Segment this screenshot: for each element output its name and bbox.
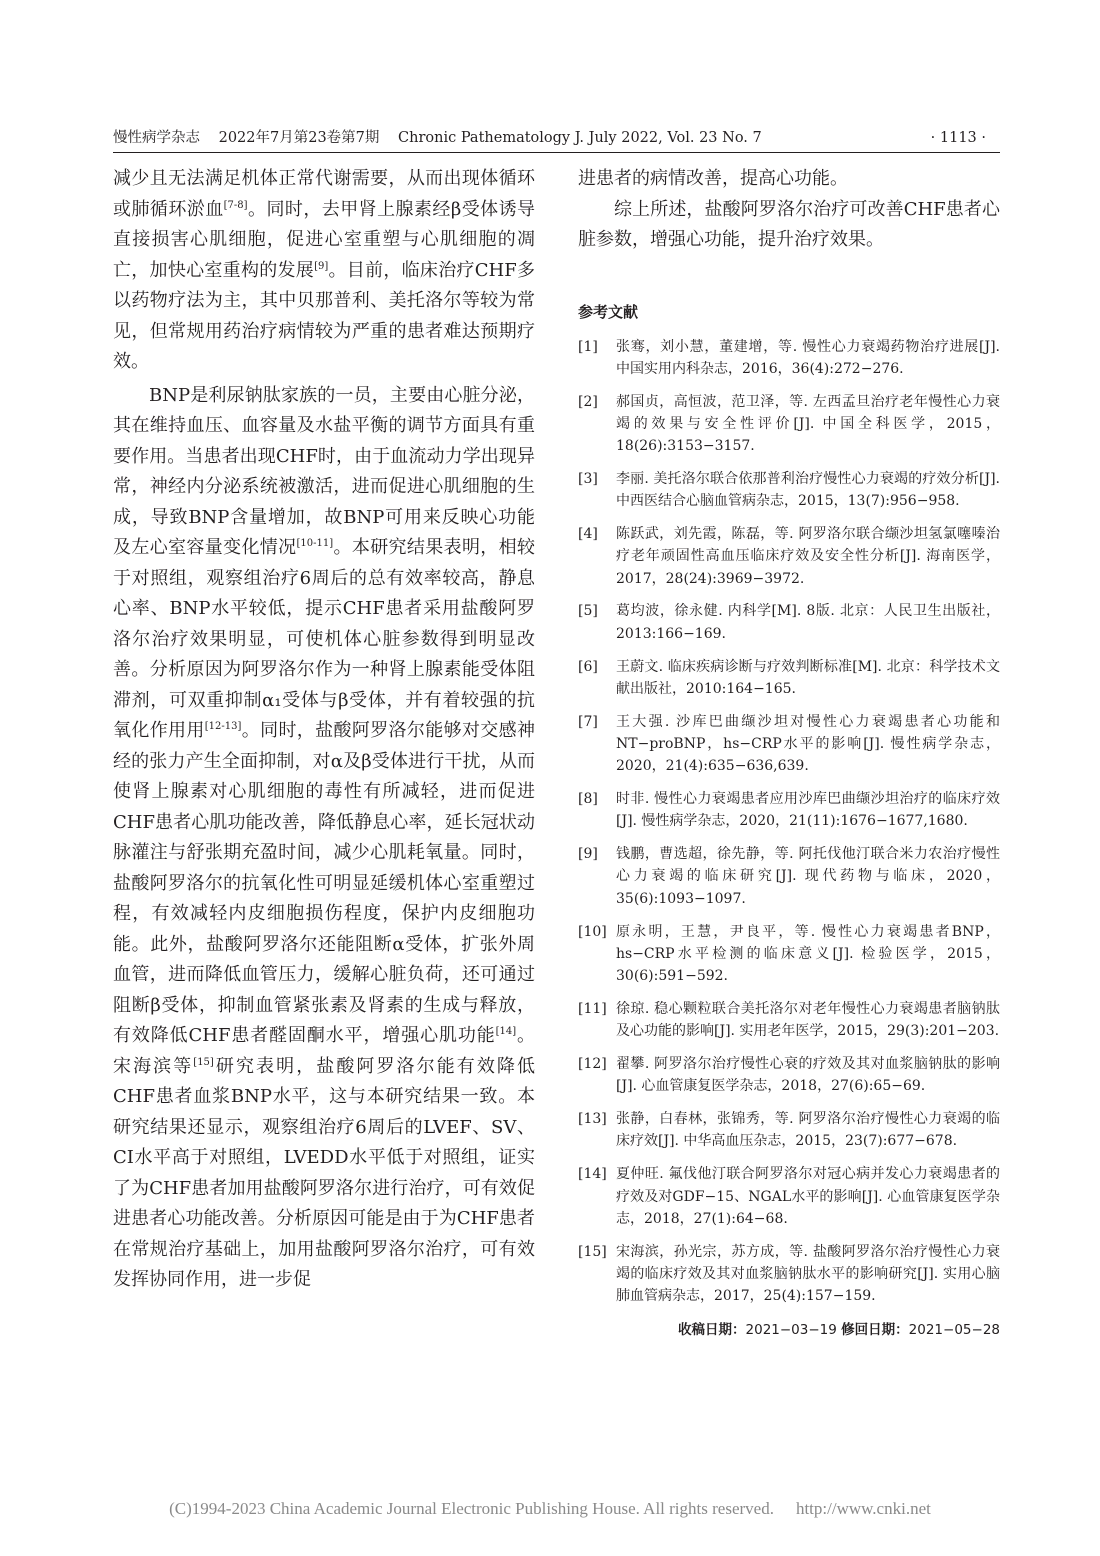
running-header bbox=[113, 124, 1000, 152]
page-number: · 1113 · bbox=[930, 130, 986, 146]
reference-item: [15] 宋海滨，孙光宗，苏方成，等. 盐酸阿罗洛尔治疗慢性心力衰竭的临床疗效及其对血浆脑钠肽水平的影响研究[J]. 实用心脑肺血管病杂志，2017，25(4):157−159. bbox=[578, 1243, 1000, 1305]
references-heading: 参考文献 bbox=[578, 302, 639, 321]
cnki-link[interactable]: http://www.cnki.net bbox=[795, 1499, 931, 1518]
reference-item: [2] 郝国贞，高恒波，范卫泽，等. 左西孟旦治疗老年慢性心力衰竭的效果与安全性评价[J]. 中国全科医学，2015，18(26):3153−3157. bbox=[578, 393, 1000, 455]
issue-cn: 2022年7月第23卷第7期 bbox=[218, 130, 380, 146]
received-revised-dates bbox=[578, 1318, 1000, 1338]
citation[interactable]: [10-11] bbox=[296, 538, 334, 549]
paragraph: 减少且无法满足机体正常代谢需要，从而出现体循环或肺循环淤血[7-8]。同时，去甲肾上腺素经β受体诱导直接损害心肌细胞，促进心室重塑与心肌细胞的凋亡，加快心室重构的发展[9]。目前，临床治疗CHF多以药物疗法为主，其中贝那普利、美托洛尔等较为常见，但常规用药治疗病情较为严重的患者难达预期疗效。 bbox=[113, 168, 536, 372]
reference-item: [1] 张骞，刘小慧，董建增，等. 慢性心力衰竭药物治疗进展[J]. 中国实用内科杂志，2016，36(4):272−276. bbox=[578, 338, 1000, 377]
citation[interactable]: [14] bbox=[495, 1026, 517, 1037]
citation[interactable]: [15] bbox=[193, 1056, 214, 1068]
citation[interactable]: [7-8] bbox=[223, 199, 248, 211]
revised-label: 修回日期： bbox=[841, 1321, 909, 1338]
reference-item: [10] 原永明，王慧，尹良平，等. 慢性心力衰竭患者BNP，hs−CRP水平检测的临床意义[J]. 检验医学，2015，30(6):591−592. bbox=[578, 923, 1000, 985]
reference-item: [6] 王蔚文. 临床疾病诊断与疗效判断标准[M]. 北京：科学技术文献出版社，2010:164−165. bbox=[578, 658, 1000, 697]
right-column bbox=[578, 164, 1000, 1338]
received-label: 收稿日期： bbox=[678, 1321, 746, 1338]
copyright-text: (C)1994-2023 China Academic Journal Electronic Publishing House. All rights reserved. bbox=[169, 1499, 774, 1518]
revised-date: 2021−05−28 bbox=[908, 1321, 1000, 1338]
journal-name-cn: 慢性病学杂志 bbox=[113, 130, 200, 146]
reference-item: [12] 翟攀. 阿罗洛尔治疗慢性心衰的疗效及其对血浆脑钠肽的影响[J]. 心血管康复医学杂志，2018，27(6):65−69. bbox=[578, 1056, 1000, 1095]
header-left bbox=[113, 124, 776, 152]
reference-item: [9] 钱鹏，曹选超，徐先静，等. 阿托伐他汀联合米力农治疗慢性心力衰竭的临床研究[J]. 现代药物与临床，2020，35(6):1093−1097. bbox=[578, 846, 1000, 907]
reference-list bbox=[578, 336, 1000, 1308]
paragraph: BNP是利尿钠肽家族的一员，主要由心脏分泌，其在维持血压、血容量及水盐平衡的调节方面具有重要作用。当患者出现CHF时，由于血流动力学出现异常，神经内分泌系统被激活，进而促进心肌细胞的生成，导致BNP含量增加，故BNP可用来反映心功能及左心室容量变化情况[10-11]。本研究结果表明，相较于对照组，观察组治疗6周后的总有效率较高，静息心率、BNP水平较低，提示CHF患者采用盐酸阿罗洛尔治疗效果明显，可使机体心脏参数得到明显改善。分析原因为阿罗洛尔作为一种肾上腺素能受体阻滞剂，可双重抑制α₁受体与β受体，并有着较强的抗氧化作用用[12-13]。同时，盐酸阿罗洛尔能够对交感神经的张力产生全面抑制，对α及β受体进行干扰，从而使肾上腺素对心肌细胞的毒性有所减轻，进而促进CHF患者心肌功能改善，降低静息心率，延长冠状动脉灌注与舒张期充盈时间，减少心肌耗氧量。同时，盐酸阿罗洛尔的抗氧化性可明显延缓机体心室重塑过程，有效减轻内皮细胞损伤程度，保护内皮细胞功能。此外，盐酸阿罗洛尔还能阻断α受体，扩张外周血管，进而降低血管压力，缓解心脏负荷，还可通过阻断β受体，抑制血管紧张素及肾素的生成与释放，有效降低CHF患者醛固酮水平，增强心肌功能[14]。宋海滨等[15]研究表明，盐酸阿罗洛尔能有效降低CHF患者血浆BNP水平，这与本研究结果一致。本研究结果还显示，观察组治疗6周后的LVEF、SV、CI水平高于对照组，LVEDD水平低于对照组，证实了为CHF患者加用盐酸阿罗洛尔进行治疗，可有效促进患者心功能改善。分析原因可能是由于为CHF患者在常规治疗基础上，加用盐酸阿罗洛尔治疗，可有效发挥协同作用，进一步促 bbox=[113, 384, 536, 1290]
reference-item: [11] 徐琼. 稳心颗粒联合美托洛尔对老年慢性心力衰竭患者脑钠肽及心功能的影响[J]. 实用老年医学，2015，29(3):201−203. bbox=[578, 1000, 1000, 1040]
header-rule bbox=[113, 152, 1000, 153]
conclusion-paragraph: 综上所述，盐酸阿罗洛尔治疗可改善CHF患者心脏参数，增强心功能，提升治疗效果。 bbox=[578, 198, 1000, 250]
reference-item: [14] 夏仲旺. 氟伐他汀联合阿罗洛尔对冠心病并发心力衰竭患者的疗效及对GDF−15、NGAL水平的影响[J]. 心血管康复医学杂志，2018，27(1):64−68. bbox=[578, 1166, 1000, 1227]
journal-name-en: Chronic Pathematology J. July 2022, Vol. 23 No. 7 bbox=[398, 130, 762, 146]
copyright-footer bbox=[0, 1499, 1100, 1519]
reference-item: [13] 张静，白春林，张锦秀，等. 阿罗洛尔治疗慢性心力衰竭的临床疗效[J]. 中华高血压杂志，2015，23(7):677−678. bbox=[578, 1111, 1000, 1150]
received-date: 2021−03−19 bbox=[745, 1321, 837, 1338]
reference-item: [5] 葛均波，徐永健. 内科学[M]. 8版. 北京：人民卫生出版社，2013:166−169. bbox=[578, 603, 1000, 642]
reference-item: [3] 李丽. 美托洛尔联合依那普利治疗慢性心力衰竭的疗效分析[J]. 中西医结合心脑血管病杂志，2015，13(7):956−958. bbox=[578, 470, 1000, 510]
paragraph: 进患者的病情改善，提高心功能。 bbox=[578, 168, 848, 189]
reference-item: [7] 王大强. 沙库巴曲缬沙坦对慢性心力衰竭患者心功能和NT−proBNP，hs−CRP水平的影响[J]. 慢性病学杂志，2020，21(4):635−636,639. bbox=[578, 713, 1000, 775]
citation[interactable]: [9] bbox=[314, 260, 329, 272]
left-column bbox=[113, 164, 535, 1296]
citation[interactable]: [12-13] bbox=[204, 721, 242, 732]
reference-item: [8] 时非. 慢性心力衰竭患者应用沙库巴曲缬沙坦治疗的临床疗效[J]. 慢性病学杂志，2020，21(11):1676−1677,1680. bbox=[578, 791, 1000, 830]
reference-item: [4] 陈跃武，刘先霞，陈磊，等. 阿罗洛尔联合缬沙坦氢氯噻嗪治疗老年顽固性高血压临床疗效及安全性分析[J]. 海南医学，2017，28(24):3969−3972. bbox=[578, 526, 1000, 587]
